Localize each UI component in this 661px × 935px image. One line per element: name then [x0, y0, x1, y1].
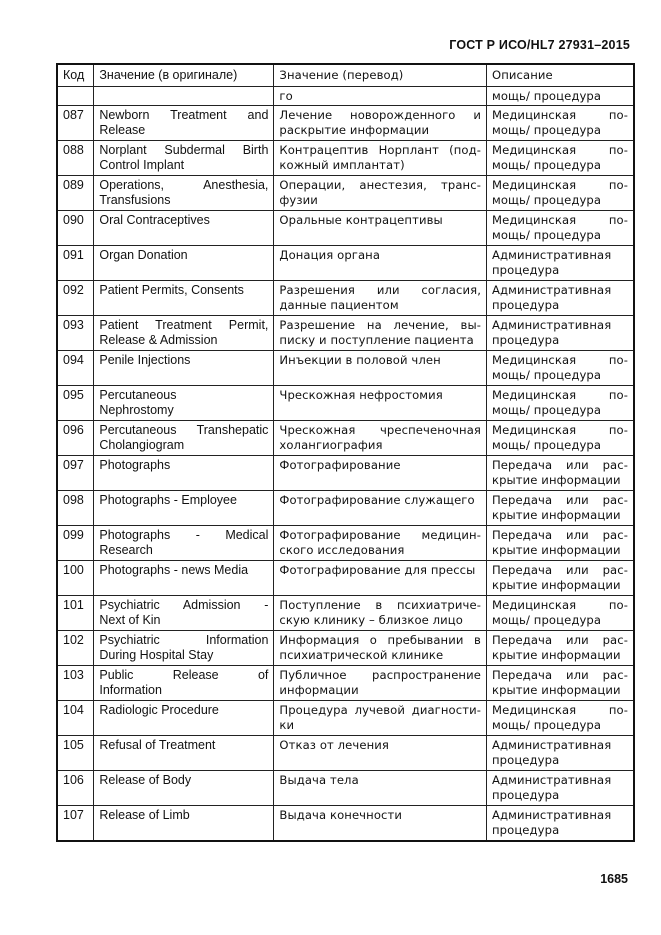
cell-line: ки	[279, 718, 295, 732]
cell-line: крытие информации	[491, 473, 621, 487]
table-row	[57, 456, 634, 491]
cell-line: мощь/ процедура	[491, 613, 602, 627]
cell-description	[486, 421, 634, 456]
table-row	[57, 246, 634, 281]
cell-translation	[274, 246, 487, 281]
cell-line: Release of Limb	[99, 808, 190, 822]
cell-code: 100	[57, 561, 94, 596]
cell-line: Донация органа	[279, 248, 381, 262]
cell-original	[94, 421, 274, 456]
cell-description	[486, 806, 634, 842]
table-row	[57, 631, 634, 666]
cell-line: Медицинская по-	[491, 143, 628, 157]
cell-line: процедура	[491, 263, 560, 277]
cell-original	[94, 281, 274, 316]
cell-translation	[274, 526, 487, 561]
cell-line: Медицинская по-	[491, 598, 628, 612]
cell-code: 097	[57, 456, 94, 491]
cell-line: Norplant Subdermal Birth	[99, 143, 269, 157]
table-row	[57, 561, 634, 596]
cell-translation	[274, 666, 487, 701]
column-header-code: Код	[57, 64, 94, 87]
table-row	[57, 526, 634, 561]
cell-line: Photographs - news Media	[99, 563, 249, 577]
cell-translation	[274, 386, 487, 421]
cell-line: Penile Injections	[99, 353, 191, 367]
cell-line: Organ Donation	[99, 248, 188, 262]
table-header-row	[57, 64, 634, 87]
cell-line: Oral Contraceptives	[99, 213, 210, 227]
cell-translation	[274, 106, 487, 141]
cell-translation	[274, 491, 487, 526]
cell-original	[94, 87, 274, 106]
cell-line: Newborn Treatment and	[99, 108, 269, 122]
cell-description	[486, 211, 634, 246]
cell-line: процедура	[491, 298, 560, 312]
cell-line: Медицинская по-	[491, 108, 628, 122]
cell-code: 092	[57, 281, 94, 316]
cell-description	[486, 281, 634, 316]
cell-line: Выдача конечности	[279, 808, 402, 822]
cell-line: Оральные контрацептивы	[279, 213, 443, 227]
table-row	[57, 736, 634, 771]
cell-line: скую клинику – близкое лицо	[279, 613, 463, 627]
cell-line: Cholangiogram	[99, 438, 185, 452]
cell-description	[486, 456, 634, 491]
cell-line: Percutaneous Transhepatic	[99, 423, 269, 437]
cell-line: Лечение новорожденного и	[279, 108, 481, 122]
cell-code: 102	[57, 631, 94, 666]
cell-original	[94, 771, 274, 806]
cell-description	[486, 246, 634, 281]
cell-description	[486, 316, 634, 351]
cell-line: Передача или рас-	[491, 563, 628, 577]
cell-line: Transfusions	[99, 193, 171, 207]
cell-line: Передача или рас-	[491, 633, 628, 647]
cell-description	[486, 631, 634, 666]
cell-line: Поступление в психиатриче-	[279, 598, 481, 612]
continuation-row	[57, 87, 634, 106]
cell-line: данные пациентом	[279, 298, 399, 312]
cell-original	[94, 176, 274, 211]
cell-code: 093	[57, 316, 94, 351]
cell-line: мощь/ процедура	[491, 368, 602, 382]
cell-line: фузии	[279, 193, 318, 207]
cell-line: мощь/ процедура	[491, 718, 602, 732]
cell-description	[486, 596, 634, 631]
cell-description	[486, 106, 634, 141]
cell-description	[486, 666, 634, 701]
cell-line: Percutaneous	[99, 388, 177, 402]
cell-code: 103	[57, 666, 94, 701]
cell-line: Процедура лучевой диагности-	[279, 703, 481, 717]
cell-translation	[274, 316, 487, 351]
cell-original	[94, 211, 274, 246]
cell-description	[486, 141, 634, 176]
cell-description	[486, 736, 634, 771]
table-row	[57, 596, 634, 631]
table-row	[57, 806, 634, 842]
column-header-description: Описание	[486, 64, 634, 87]
cell-line: Медицинская по-	[491, 423, 628, 437]
table-row	[57, 106, 634, 141]
document-header: ГОСТ Р ИСО/HL7 27931–2015	[449, 38, 630, 52]
cell-code: 094	[57, 351, 94, 386]
cell-line: мощь/ процедура	[491, 158, 602, 172]
table-row	[57, 281, 634, 316]
cell-line: Административная	[491, 283, 612, 297]
cell-original	[94, 631, 274, 666]
cell-line: кожный имплантат)	[279, 158, 405, 172]
table-row	[57, 211, 634, 246]
cell-code	[57, 87, 94, 106]
cell-line: Public Release of	[99, 668, 269, 682]
cell-code: 098	[57, 491, 94, 526]
cell-line: Медицинская по-	[491, 703, 628, 717]
cell-line: Чрескожная нефростомия	[279, 388, 443, 402]
cell-line: Фотографирование медицин-	[279, 528, 481, 542]
cell-line: Медицинская по-	[491, 353, 628, 367]
cell-translation: го	[274, 87, 487, 106]
cell-line: Передача или рас-	[491, 458, 628, 472]
cell-line: мощь/ процедура	[491, 123, 602, 137]
cell-line: крытие информации	[491, 578, 621, 592]
cell-line: Отказ от лечения	[279, 738, 389, 752]
cell-line: Release of Body	[99, 773, 192, 787]
cell-original	[94, 701, 274, 736]
cell-translation	[274, 596, 487, 631]
cell-line: Release & Admission	[99, 333, 218, 347]
cell-translation	[274, 176, 487, 211]
cell-description	[486, 386, 634, 421]
cell-line: процедура	[491, 753, 560, 767]
cell-line: Фотографирование	[279, 458, 401, 472]
cell-line: Инъекции в половой член	[279, 353, 441, 367]
cell-line: Psychiatric Admission -	[99, 598, 269, 612]
cell-line: Контрацептив Норплант (под-	[279, 143, 481, 157]
cell-original	[94, 596, 274, 631]
cell-description	[486, 701, 634, 736]
cell-translation	[274, 631, 487, 666]
cell-line: процедура	[491, 823, 560, 837]
cell-line: процедура	[491, 788, 560, 802]
cell-description	[486, 351, 634, 386]
cell-original	[94, 526, 274, 561]
cell-original	[94, 561, 274, 596]
cell-code: 104	[57, 701, 94, 736]
cell-original	[94, 386, 274, 421]
cell-line: Refusal of Treatment	[99, 738, 216, 752]
cell-line: Control Implant	[99, 158, 185, 172]
cell-line: Photographs - Medical	[99, 528, 269, 542]
cell-translation	[274, 281, 487, 316]
cell-line: Административная	[491, 738, 612, 752]
cell-line: раскрытие информации	[279, 123, 430, 137]
cell-line: мощь/ процедура	[491, 228, 602, 242]
table-row	[57, 141, 634, 176]
cell-line: Административная	[491, 773, 612, 787]
page-number: 1685	[600, 872, 628, 886]
cell-code: 087	[57, 106, 94, 141]
cell-line: процедура	[491, 333, 560, 347]
cell-code: 106	[57, 771, 94, 806]
codes-table	[56, 63, 635, 842]
cell-original	[94, 141, 274, 176]
cell-code: 095	[57, 386, 94, 421]
cell-description	[486, 491, 634, 526]
table-row	[57, 491, 634, 526]
column-header-original: Значение (в оригинале)	[94, 64, 274, 87]
table-row	[57, 176, 634, 211]
cell-line: Information	[99, 683, 162, 697]
cell-translation	[274, 561, 487, 596]
table-row	[57, 666, 634, 701]
cell-original	[94, 736, 274, 771]
cell-original	[94, 106, 274, 141]
cell-description: мощь/ процедура	[486, 87, 634, 106]
cell-line: Operations, Anesthesia,	[99, 178, 269, 192]
cell-original	[94, 666, 274, 701]
cell-line: ского исследования	[279, 543, 405, 557]
cell-line: Radiologic Procedure	[99, 703, 219, 717]
cell-line: крытие информации	[491, 648, 621, 662]
cell-line: Next of Kin	[99, 613, 161, 627]
table-row	[57, 351, 634, 386]
cell-line: мощь/ процедура	[491, 193, 602, 207]
cell-original	[94, 316, 274, 351]
cell-translation	[274, 701, 487, 736]
table-row	[57, 316, 634, 351]
cell-line: Административная	[491, 248, 612, 262]
cell-line: мощь/ процедура	[491, 403, 602, 417]
cell-code: 107	[57, 806, 94, 842]
cell-translation	[274, 456, 487, 491]
cell-line: Медицинская по-	[491, 213, 628, 227]
cell-line: Выдача тела	[279, 773, 359, 787]
cell-code: 090	[57, 211, 94, 246]
cell-code: 099	[57, 526, 94, 561]
cell-line: Публичное распространение	[279, 668, 481, 682]
cell-original	[94, 246, 274, 281]
cell-translation	[274, 421, 487, 456]
cell-line: Операции, анестезия, транс-	[279, 178, 481, 192]
cell-code: 101	[57, 596, 94, 631]
cell-line: Фотографирование служащего	[279, 493, 475, 507]
cell-line: писку и поступление пациента	[279, 333, 474, 347]
cell-line: информации	[279, 683, 359, 697]
cell-line: Информация о пребывании в	[279, 633, 481, 647]
cell-line: крытие информации	[491, 683, 621, 697]
cell-line: Release	[99, 123, 146, 137]
cell-translation	[274, 211, 487, 246]
cell-translation	[274, 351, 487, 386]
cell-description	[486, 771, 634, 806]
table-row	[57, 386, 634, 421]
cell-code: 088	[57, 141, 94, 176]
cell-line: холангиография	[279, 438, 383, 452]
cell-line: Административная	[491, 318, 612, 332]
cell-line: Patient Permits, Consents	[99, 283, 244, 297]
cell-translation	[274, 141, 487, 176]
cell-line: Разрешения или согласия,	[279, 283, 481, 297]
cell-code: 105	[57, 736, 94, 771]
cell-line: During Hospital Stay	[99, 648, 214, 662]
cell-translation	[274, 736, 487, 771]
cell-original	[94, 456, 274, 491]
cell-line: Photographs - Employee	[99, 493, 237, 507]
cell-line: Фотографирование для прессы	[279, 563, 476, 577]
column-header-translation: Значение (перевод)	[274, 64, 487, 87]
cell-line: Передача или рас-	[491, 493, 628, 507]
cell-description	[486, 176, 634, 211]
cell-line: Разрешение на лечение, вы-	[279, 318, 481, 332]
table-row	[57, 421, 634, 456]
cell-original	[94, 351, 274, 386]
cell-line: крытие информации	[491, 543, 621, 557]
cell-description	[486, 526, 634, 561]
cell-line: Административная	[491, 808, 612, 822]
cell-line: Photographs	[99, 458, 171, 472]
cell-code: 089	[57, 176, 94, 211]
cell-code: 096	[57, 421, 94, 456]
cell-line: психиатрической клинике	[279, 648, 444, 662]
cell-line: крытие информации	[491, 508, 621, 522]
cell-line: Patient Treatment Permit,	[99, 318, 269, 332]
cell-translation	[274, 771, 487, 806]
cell-line: Передача или рас-	[491, 528, 628, 542]
cell-original	[94, 806, 274, 842]
cell-line: мощь/ процедура	[491, 438, 602, 452]
cell-code: 091	[57, 246, 94, 281]
cell-line: Медицинская по-	[491, 178, 628, 192]
cell-line: Передача или рас-	[491, 668, 628, 682]
cell-line: Research	[99, 543, 153, 557]
cell-line: Nephrostomy	[99, 403, 174, 417]
cell-line: Psychiatric Information	[99, 633, 269, 647]
cell-translation	[274, 806, 487, 842]
cell-line: Чрескожная чреспеченочная	[279, 423, 481, 437]
cell-description	[486, 561, 634, 596]
cell-line: Медицинская по-	[491, 388, 628, 402]
table-row	[57, 701, 634, 736]
cell-original	[94, 491, 274, 526]
table-row	[57, 771, 634, 806]
